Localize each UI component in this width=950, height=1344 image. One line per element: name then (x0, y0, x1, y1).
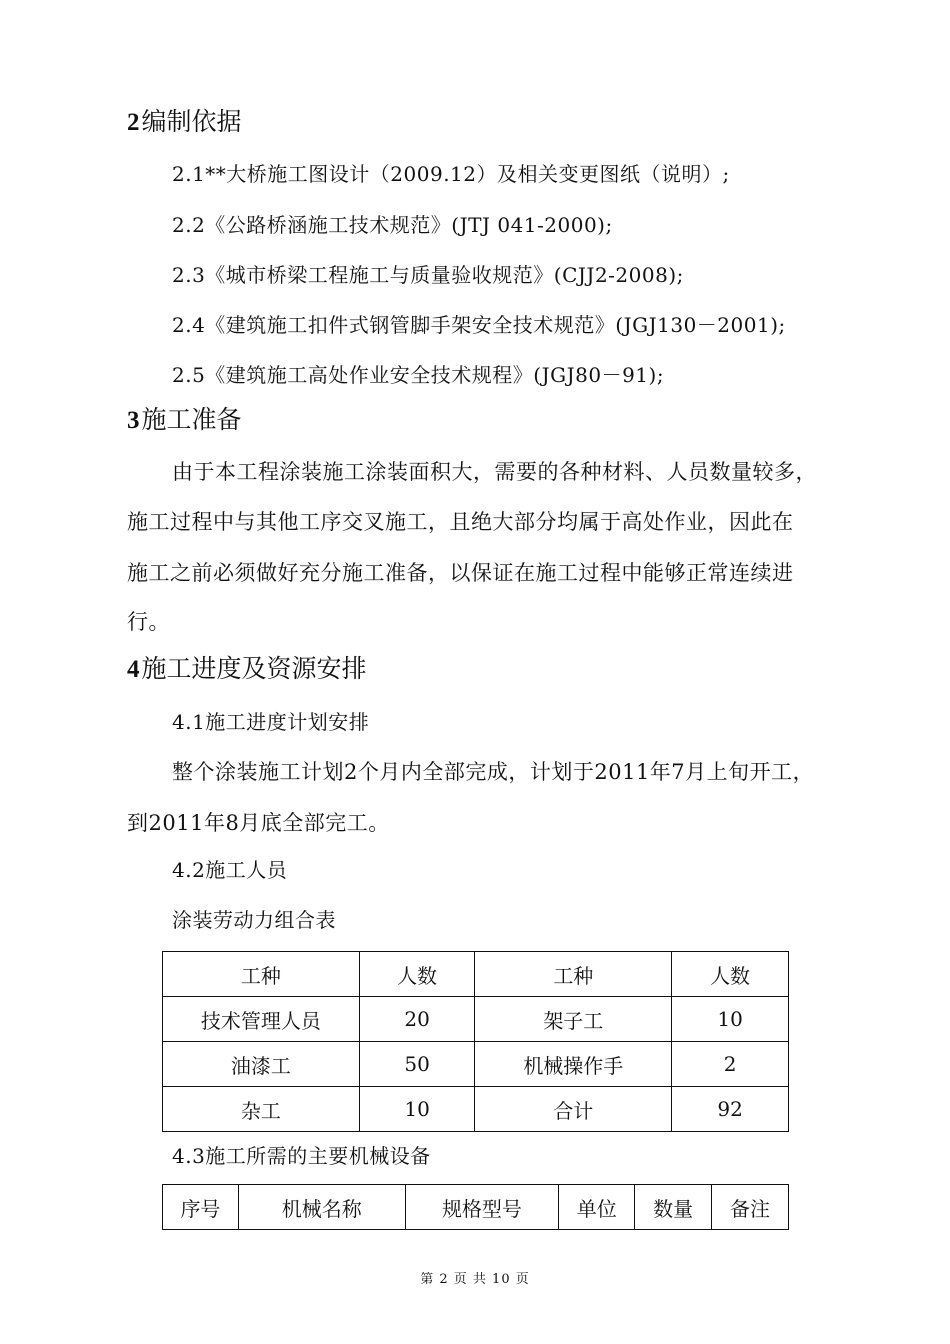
table-cell: 机械操作手 (475, 1042, 672, 1087)
equipment-table (162, 1184, 789, 1230)
header-cell: 人数 (672, 952, 789, 997)
section-3-title: 施工准备 (141, 405, 242, 434)
header-cell: 备注 (712, 1185, 789, 1230)
table-cell: 技术管理人员 (163, 997, 360, 1042)
subsection-4-1: 4.1施工进度计划安排 (172, 710, 370, 734)
section-3-heading (127, 404, 242, 437)
basis-item-1: 2.1**大桥施工图设计（2009.12）及相关变更图纸（说明）; (172, 162, 730, 186)
table-cell: 杂工 (163, 1087, 360, 1132)
basis-item-5: 2.5《建筑施工高处作业安全技术规程》(JGJ80－91); (172, 363, 665, 387)
prep-line-2: 施工过程中与其他工序交叉施工，且绝大部分均属于高处作业，因此在 (127, 510, 794, 534)
prep-line-4: 行。 (127, 610, 170, 634)
table-cell: 2 (672, 1042, 789, 1087)
table-cell: 油漆工 (163, 1042, 360, 1087)
table-row (163, 1042, 789, 1087)
labor-table-title: 涂装劳动力组合表 (172, 908, 336, 932)
section-4-heading (127, 653, 367, 686)
table-cell: 92 (672, 1087, 789, 1132)
table-cell: 10 (359, 1087, 475, 1132)
header-cell: 人数 (359, 952, 475, 997)
section-4-title: 施工进度及资源安排 (141, 654, 367, 683)
section-2-heading (127, 106, 242, 139)
basis-item-4: 2.4《建筑施工扣件式钢管脚手架安全技术规范》(JGJ130－2001); (172, 313, 786, 337)
header-cell: 工种 (163, 952, 360, 997)
equipment-table-header (163, 1185, 789, 1230)
table-cell: 50 (359, 1042, 475, 1087)
page-footer: 第 2 页 共 10 页 (420, 1272, 530, 1287)
section-2-number: 2 (127, 109, 140, 136)
table-cell: 合计 (475, 1087, 672, 1132)
table-cell: 20 (359, 997, 475, 1042)
header-cell: 单位 (559, 1185, 635, 1230)
header-cell: 数量 (635, 1185, 712, 1230)
header-cell: 机械名称 (238, 1185, 405, 1230)
prep-line-3: 施工之前必须做好充分施工准备，以保证在施工过程中能够正常连续进 (127, 561, 794, 585)
section-2-title: 编制依据 (141, 107, 242, 136)
labor-table-header (163, 952, 789, 997)
labor-table (162, 951, 789, 1132)
table-cell: 10 (672, 997, 789, 1042)
basis-item-3: 2.3《城市桥梁工程施工与质量验收规范》(CJJ2-2008); (172, 263, 684, 287)
header-cell: 序号 (163, 1185, 239, 1230)
table-cell: 架子工 (475, 997, 672, 1042)
basis-item-2: 2.2《公路桥涵施工技术规范》(JTJ 041-2000); (172, 213, 613, 237)
section-3-number: 3 (127, 407, 140, 434)
table-row (163, 997, 789, 1042)
schedule-line-2: 到2011年8月底全部完工。 (127, 811, 390, 835)
subsection-4-2: 4.2施工人员 (172, 858, 288, 882)
table-row (163, 1087, 789, 1132)
header-cell: 工种 (475, 952, 672, 997)
schedule-line-1: 整个涂装施工计划2个月内全部完成，计划于2011年7月上旬开工， (172, 760, 815, 784)
section-4-number: 4 (127, 656, 140, 683)
prep-line-1: 由于本工程涂装施工涂装面积大，需要的各种材料、人员数量较多， (172, 460, 817, 484)
subsection-4-3: 4.3施工所需的主要机械设备 (172, 1144, 431, 1168)
header-cell: 规格型号 (405, 1185, 559, 1230)
